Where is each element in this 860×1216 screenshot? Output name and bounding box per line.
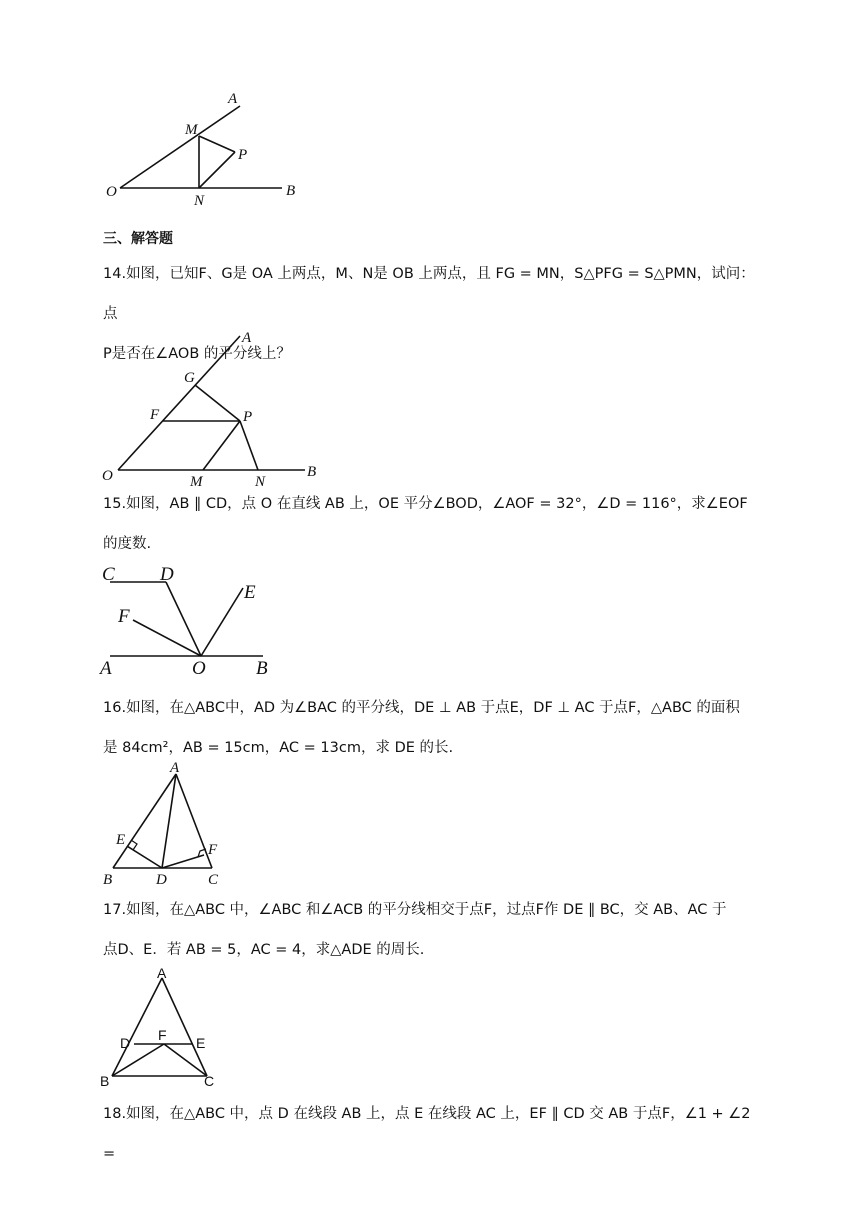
side-AB — [113, 774, 176, 868]
question-14-text-line2: P是否在∠AOB 的平分线上？ — [103, 346, 291, 362]
question-15-text-line2: 的度数. — [103, 536, 152, 552]
figure-q13 — [100, 88, 320, 213]
label-P: P — [238, 147, 248, 163]
label-D: D — [120, 1035, 131, 1051]
segment-GP — [195, 385, 240, 421]
question-16-text-line2: 是 84cm²，AB = 15cm，AC = 13cm，求 DE 的长. — [103, 740, 454, 756]
figure-q15 — [98, 560, 288, 680]
label-O: O — [106, 184, 117, 200]
label-M: M — [185, 122, 198, 138]
section-heading: 三、解答题 — [103, 231, 173, 247]
question-16 — [103, 688, 763, 768]
label-O: O — [192, 658, 206, 679]
question-18-line1 — [103, 1094, 763, 1174]
segment-MP — [199, 136, 235, 152]
label-E: E — [116, 832, 126, 848]
perpendicular-DE — [127, 846, 162, 868]
label-A: A — [157, 965, 167, 981]
question-14-number: 14. — [103, 266, 127, 282]
label-F: F — [118, 606, 130, 627]
figure-q17 — [100, 966, 225, 1091]
label-C: C — [204, 1073, 215, 1089]
label-F: F — [158, 1027, 167, 1043]
segment-PN — [199, 152, 235, 188]
label-E: E — [196, 1035, 206, 1051]
label-N: N — [255, 474, 266, 490]
question-17-text-line1: 如图，在△ABC 中，∠ABC 和∠ACB 的平分线相交于点F，过点F作 DE ∥ BC，交 AB、AC 于 — [126, 902, 727, 918]
figure-q14 — [100, 330, 340, 490]
question-15 — [103, 484, 763, 564]
label-A: A — [228, 91, 238, 107]
label-A: A — [170, 760, 180, 776]
segment-PM — [203, 421, 240, 470]
bisector-AD — [162, 774, 176, 868]
figure-q17-svg — [100, 966, 225, 1091]
label-B: B — [100, 1073, 110, 1089]
label-B: B — [286, 183, 296, 199]
question-17-text-line2: 点D、E．若 AB = 5，AC = 4，求△ADE 的周长. — [103, 942, 425, 958]
label-F: F — [150, 407, 160, 423]
figure-q16-svg — [100, 760, 230, 890]
question-14-text-line1: 如图，已知F、G是 OA 上两点，M、N是 OB 上两点，且 FG = MN，S△PFG = S△PMN，试问：点 — [103, 266, 755, 322]
perpendicular-DF — [162, 855, 204, 868]
ray-OE — [201, 588, 243, 656]
label-B: B — [103, 872, 113, 888]
figure-q15-svg — [98, 560, 288, 680]
label-D: D — [156, 872, 167, 888]
question-16-number: 16. — [103, 700, 127, 716]
question-17-number: 17. — [103, 902, 127, 918]
side-AC — [162, 978, 207, 1076]
label-B: B — [307, 464, 317, 480]
question-17-line1 — [103, 890, 763, 930]
ray-OF — [133, 620, 201, 656]
side-AC — [176, 774, 212, 868]
question-15-number: 15. — [103, 496, 127, 512]
label-N: N — [194, 193, 205, 209]
label-O: O — [102, 468, 113, 484]
question-18-number: 18. — [103, 1106, 127, 1122]
label-D: D — [160, 564, 174, 585]
label-M: M — [190, 474, 203, 490]
segment-DO — [166, 582, 201, 656]
label-F: F — [208, 842, 218, 858]
label-P: P — [243, 409, 253, 425]
label-G: G — [184, 370, 195, 386]
ray-OA — [118, 336, 240, 470]
question-15-line1 — [103, 484, 763, 524]
segment-PN — [240, 421, 258, 470]
label-C: C — [102, 564, 115, 585]
question-17 — [103, 890, 763, 970]
label-E: E — [244, 582, 256, 603]
question-16-line1 — [103, 688, 763, 728]
question-18 — [103, 1094, 763, 1174]
label-A: A — [242, 330, 252, 346]
question-18-text-line1: 如图，在△ABC 中，点 D 在线段 AB 上，点 E 在线段 AC 上，EF ∥ CD 交 AB 于点F，∠1 + ∠2 = — [103, 1106, 751, 1162]
question-16-text-line1: 如图，在△ABC中，AD 为∠BAC 的平分线，DE ⊥ AB 于点E，DF ⊥ AC 于点F，△ABC 的面积 — [126, 700, 740, 716]
label-C: C — [208, 872, 219, 888]
question-15-text-line1: 如图，AB ∥ CD，点 O 在直线 AB 上，OE 平分∠BOD，∠AOF = 32°，∠D = 116°，求∠EOF — [126, 496, 748, 512]
label-A: A — [100, 658, 112, 679]
label-B: B — [256, 658, 268, 679]
question-14-line1 — [103, 254, 763, 334]
figure-q16 — [100, 760, 230, 890]
figure-q13-svg — [100, 88, 320, 213]
figure-q14-svg — [100, 330, 340, 490]
